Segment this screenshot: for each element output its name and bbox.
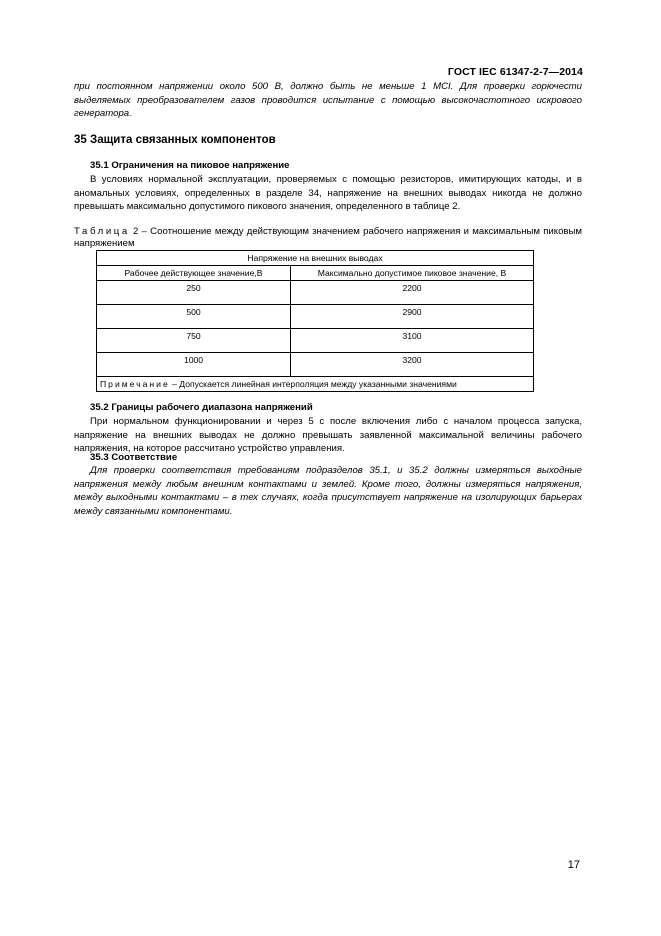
table-col-peak-header: Максимально допустимое пиковое значение, В bbox=[291, 266, 534, 281]
table-note bbox=[97, 377, 534, 392]
subsection-35-2-title: 35.2 Границы рабочего диапазона напряжений bbox=[90, 402, 313, 413]
table-col-working-header: Рабочее действующее значение,В bbox=[97, 266, 291, 281]
table-row bbox=[97, 281, 534, 305]
table-cell-peak: 3100 bbox=[291, 329, 534, 353]
table-cell-peak: 2200 bbox=[291, 281, 534, 305]
table-row bbox=[97, 329, 534, 353]
subsection-35-1-title: 35.1 Ограничения на пиковое напряжение bbox=[90, 160, 290, 171]
table-cell-peak: 3200 bbox=[291, 353, 534, 377]
table-caption-label: Таблица bbox=[74, 226, 130, 237]
table-cell-peak: 2900 bbox=[291, 305, 534, 329]
table-caption-text: 2 – Соотношение между действующим значением рабочего напряжения и максимальным пиковым напряжением bbox=[74, 226, 582, 249]
table-group-header: Напряжение на внешних выводах bbox=[97, 251, 534, 266]
table-row bbox=[97, 353, 534, 377]
section-35-title: 35 Защита связанных компонентов bbox=[74, 134, 276, 146]
table-2-caption bbox=[74, 226, 582, 250]
subsection-35-3-title: 35.3 Соответствие bbox=[90, 452, 178, 463]
table-cell-working: 250 bbox=[97, 281, 291, 305]
table-cell-working: 1000 bbox=[97, 353, 291, 377]
page-number: 17 bbox=[567, 859, 580, 871]
table-cell-working: 750 bbox=[97, 329, 291, 353]
table-note-text: – Допускается линейная интерполяция между указанными значениями bbox=[169, 379, 457, 389]
document-header: ГОСТ IEC 61347-2-7—2014 bbox=[447, 66, 583, 78]
table-cell-working: 500 bbox=[97, 305, 291, 329]
subsection-35-3-text: Для проверки соответствия требованиям подразделов 35.1, и 35.2 должны измеряться выходные напряжения между любым внешним контактами и землей. Кроме того, должны измеряться напряжения, между выходными контактами – в тех случаях, когда присутствует напряжение на изолирующих барьерах между связанными компонентами. bbox=[74, 465, 582, 517]
table-2 bbox=[96, 250, 534, 392]
subsection-35-1-text: В условиях нормальной эксплуатации, проверяемых с помощью резисторов, имитирующих катоды, и в аномальных условиях, определенных в разделе 34, напряжение на внешних выводах никогда не должно превышать максимально допустимого пикового значения, определенного в таблице 2. bbox=[74, 174, 582, 213]
intro-paragraph: при постоянном напряжении около 500 В, должно быть не меньше 1 МСІ. Для проверки горючести выделяемых преобразователем газов проводится испытание с помощью высокочастотного искрового генератора. bbox=[74, 81, 582, 120]
subsection-35-2-text: При нормальном функционировании и через 5 с после включения либо с началом процесса запуска, напряжение на внешних выводах не должно превышать заявленной максимальной величины рабочего напряжения, на которое рассчитано устройство управления. bbox=[74, 416, 582, 455]
table-row bbox=[97, 305, 534, 329]
table-note-label: Примечание bbox=[100, 379, 170, 389]
